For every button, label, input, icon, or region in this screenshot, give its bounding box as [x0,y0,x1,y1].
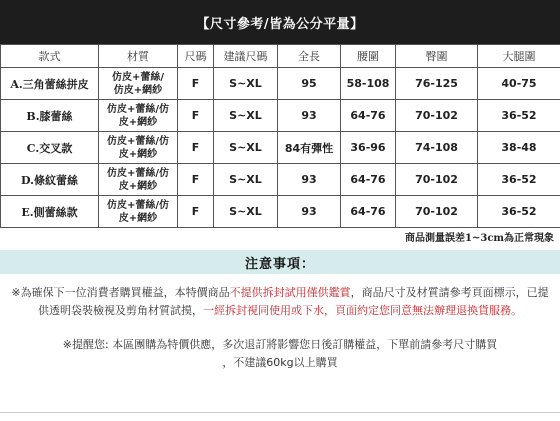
size-cell: F [178,132,214,164]
hip-cell: 70-102 [396,100,478,132]
style-cell: A.三角蕾絲拼皮 [1,68,99,100]
material-cell [99,164,178,196]
material-line: 皮+網紗 [118,180,158,192]
material-cell [99,68,178,100]
hip-cell: 74-108 [396,132,478,164]
notice-body [0,274,560,372]
size-cell: F [178,164,214,196]
notice-text: ※提醒您: 本區團購為特價供應，多次退訂將影響您日後訂購權益，下單前請參考尺寸購買 [62,338,498,351]
suggest-cell: S~XL [214,132,278,164]
size-cell: F [178,196,214,228]
table-header-row [1,45,560,68]
material-cell [99,196,178,228]
waist-cell: 36-96 [341,132,396,164]
material-line: 仿皮+蕾絲/ [111,71,165,83]
notice-title: 注意事項： [244,256,315,272]
thigh-cell: 40-75 [478,68,560,100]
size-chart-header [0,0,560,44]
waist-cell: 64-76 [341,100,396,132]
length-cell: 93 [278,100,341,132]
notice-paragraph-return-policy [6,284,554,320]
suggest-cell: S~XL [214,100,278,132]
measurement-tolerance-note: 商品測量誤差1~3cm為正常現象 [405,233,554,244]
length-cell: 95 [278,68,341,100]
table-row [1,68,560,100]
column-header-suggest: 建議尺碼 [214,45,278,68]
length-cell: 93 [278,196,341,228]
column-header-thigh: 大腿圍 [478,45,560,68]
column-header-hip: 臀圍 [396,45,478,68]
notice-text: ，商品尺寸及材質請參考頁面標示，已提供透明袋裝檢視及剪角材質試摸， [38,286,549,317]
style-cell: E.側蕾絲款 [1,196,99,228]
table-row [1,100,560,132]
table-row [1,132,560,164]
material-line: 仿皮+蕾絲/仿 [106,135,170,147]
table-row [1,196,560,228]
material-cell [99,132,178,164]
column-header-size: 尺碼 [178,45,214,68]
waist-cell: 58-108 [341,68,396,100]
notice-text: ，不建議60kg以上購買 [222,356,338,369]
notice-warning-text: 不提供拆封試用僅供鑑賞 [229,286,351,299]
material-line: 仿皮+網紗 [113,84,163,96]
style-cell: B.膝蕾絲 [1,100,99,132]
column-header-waist: 腰圍 [341,45,396,68]
bottom-divider [0,412,560,413]
notice-warning-text: 一經拆封視同使用或下水，頁面約定您同意無法辦理退換貨服務。 [203,304,522,317]
suggest-cell: S~XL [214,164,278,196]
size-cell: F [178,68,214,100]
material-line: 皮+網紗 [118,212,158,224]
material-line: 皮+網紗 [118,148,158,160]
thigh-cell: 36-52 [478,100,560,132]
waist-cell: 64-76 [341,164,396,196]
length-cell: 93 [278,164,341,196]
size-table [0,44,560,228]
hip-cell: 70-102 [396,196,478,228]
material-line: 仿皮+蕾絲/仿 [106,199,170,211]
waist-cell: 64-76 [341,196,396,228]
length-cell: 84有彈性 [278,132,341,164]
suggest-cell: S~XL [214,196,278,228]
material-cell [99,100,178,132]
notice-text: ※為確保下一位消費者購買權益，本特價商品 [11,286,230,299]
hip-cell: 70-102 [396,164,478,196]
header-title: 【尺寸參考/皆為公分平量】 [196,16,364,32]
table-row [1,164,560,196]
style-cell: C.交叉款 [1,132,99,164]
style-cell: D.條紋蕾絲 [1,164,99,196]
column-header-material: 材質 [99,45,178,68]
suggest-cell: S~XL [214,68,278,100]
thigh-cell: 38-48 [478,132,560,164]
notice-title-bar [0,250,560,274]
material-line: 皮+網紗 [118,116,158,128]
notice-paragraph-reminder [6,336,554,372]
column-header-style: 款式 [1,45,99,68]
material-line: 仿皮+蕾絲/仿 [106,103,170,115]
size-cell: F [178,100,214,132]
thigh-cell: 36-52 [478,164,560,196]
thigh-cell: 36-52 [478,196,560,228]
column-header-length: 全長 [278,45,341,68]
material-line: 仿皮+蕾絲/仿 [106,167,170,179]
hip-cell: 76-125 [396,68,478,100]
